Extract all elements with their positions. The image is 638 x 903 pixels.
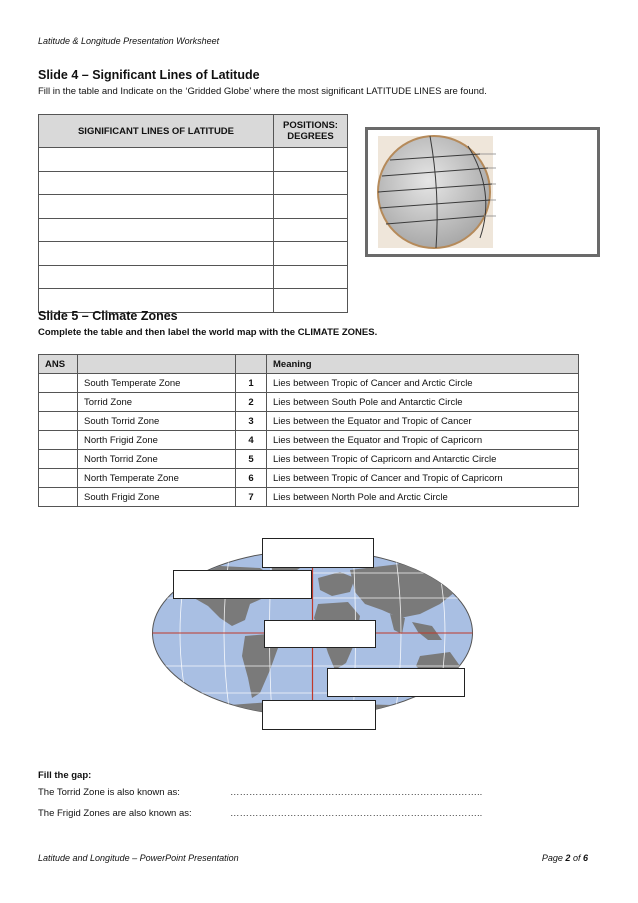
meaning-cell: Lies between the Equator and Tropic of Capricorn (267, 431, 579, 450)
ans-cell[interactable] (39, 450, 78, 469)
page-header: Latitude & Longitude Presentation Worksheet (38, 36, 220, 46)
positions-col-header (274, 115, 348, 148)
latitude-name-cell[interactable] (39, 242, 274, 266)
latitude-table-row (39, 218, 348, 242)
positions-header-line2: DEGREES (287, 131, 334, 142)
meaning-cell: Lies between South Pole and Antarctic Circle (267, 393, 579, 412)
num-cell: 6 (236, 469, 267, 488)
page-number (542, 853, 588, 863)
zone-cell: North Frigid Zone (78, 431, 236, 450)
page-of: of (572, 853, 581, 863)
ans-cell[interactable] (39, 488, 78, 507)
slide4-instructions: Fill in the table and Indicate on the ‘Gridded Globe’ where the most significant LATITUDE LINES are found. (38, 86, 487, 97)
ans-cell[interactable] (39, 431, 78, 450)
latitude-col-header: SIGNIFICANT LINES OF LATITUDE (39, 115, 274, 148)
fill-gap-title: Fill the gap: (38, 770, 92, 781)
fill-gap-answer-2[interactable]: …………………………………………………………………….. (230, 808, 483, 819)
climate-table-row (39, 374, 579, 393)
latitude-name-cell[interactable] (39, 195, 274, 219)
num-col-header (236, 355, 267, 374)
climate-table-header (39, 355, 579, 374)
page-total: 6 (582, 853, 588, 863)
meaning-cell: Lies between Tropic of Cancer and Arctic Circle (267, 374, 579, 393)
page-prefix: Page (541, 853, 563, 863)
latitude-table-row (39, 242, 348, 266)
num-cell: 5 (236, 450, 267, 469)
climate-table-row (39, 431, 579, 450)
fill-gap-answer-1[interactable]: …………………………………………………………………….. (230, 787, 483, 798)
meaning-col-header: Meaning (267, 355, 579, 374)
slide4-title: Slide 4 – Significant Lines of Latitude (38, 68, 260, 82)
latitude-degrees-cell[interactable] (274, 148, 348, 172)
footer-title: Latitude and Longitude – PowerPoint Presentation (38, 853, 239, 863)
num-cell: 3 (236, 412, 267, 431)
map-label-box-4[interactable] (327, 668, 465, 697)
fill-gap-question-1: The Torrid Zone is also known as: (38, 787, 180, 798)
climate-table-row (39, 469, 579, 488)
zone-cell: South Temperate Zone (78, 374, 236, 393)
globe-icon (368, 130, 597, 254)
latitude-table-row (39, 148, 348, 172)
zone-cell: South Torrid Zone (78, 412, 236, 431)
fill-gap-question-2: The Frigid Zones are also known as: (38, 808, 192, 819)
meaning-cell: Lies between North Pole and Arctic Circle (267, 488, 579, 507)
climate-zones-table (38, 354, 579, 507)
ans-col-header: ANS (39, 355, 78, 374)
latitude-degrees-cell[interactable] (274, 171, 348, 195)
latitude-table-row (39, 265, 348, 289)
zone-cell: North Torrid Zone (78, 450, 236, 469)
ans-cell[interactable] (39, 469, 78, 488)
latitude-degrees-cell[interactable] (274, 289, 348, 313)
zone-col-header (78, 355, 236, 374)
ans-cell[interactable] (39, 374, 78, 393)
latitude-degrees-cell[interactable] (274, 242, 348, 266)
slide5-instructions: Complete the table and then label the world map with the CLIMATE ZONES. (38, 327, 378, 338)
ans-cell[interactable] (39, 412, 78, 431)
climate-table-row (39, 450, 579, 469)
latitude-table (38, 114, 348, 313)
ans-cell[interactable] (39, 393, 78, 412)
meaning-cell: Lies between the Equator and Tropic of Cancer (267, 412, 579, 431)
positions-header-line1: POSITIONS: (283, 120, 338, 131)
map-label-box-1[interactable] (262, 538, 374, 568)
latitude-degrees-cell[interactable] (274, 265, 348, 289)
latitude-name-cell[interactable] (39, 218, 274, 242)
zone-cell: South Frigid Zone (78, 488, 236, 507)
latitude-degrees-cell[interactable] (274, 195, 348, 219)
num-cell: 7 (236, 488, 267, 507)
zone-cell: Torrid Zone (78, 393, 236, 412)
latitude-table-header (39, 115, 348, 148)
map-label-box-3[interactable] (264, 620, 376, 648)
page-current: 2 (565, 853, 571, 863)
map-label-box-2[interactable] (173, 570, 312, 599)
climate-table-row (39, 412, 579, 431)
latitude-name-cell[interactable] (39, 171, 274, 195)
latitude-name-cell[interactable] (39, 148, 274, 172)
meaning-cell: Lies between Tropic of Capricorn and Antarctic Circle (267, 450, 579, 469)
world-map (150, 548, 475, 718)
num-cell: 1 (236, 374, 267, 393)
gridded-globe-image (365, 127, 600, 257)
latitude-degrees-cell[interactable] (274, 218, 348, 242)
num-cell: 4 (236, 431, 267, 450)
climate-table-row (39, 393, 579, 412)
map-label-box-5[interactable] (262, 700, 376, 730)
latitude-name-cell[interactable] (39, 265, 274, 289)
meaning-cell: Lies between Tropic of Cancer and Tropic of Capricorn (267, 469, 579, 488)
latitude-table-row (39, 171, 348, 195)
num-cell: 2 (236, 393, 267, 412)
zone-cell: North Temperate Zone (78, 469, 236, 488)
slide5-title: Slide 5 – Climate Zones (38, 309, 178, 323)
latitude-table-row (39, 195, 348, 219)
climate-table-row (39, 488, 579, 507)
